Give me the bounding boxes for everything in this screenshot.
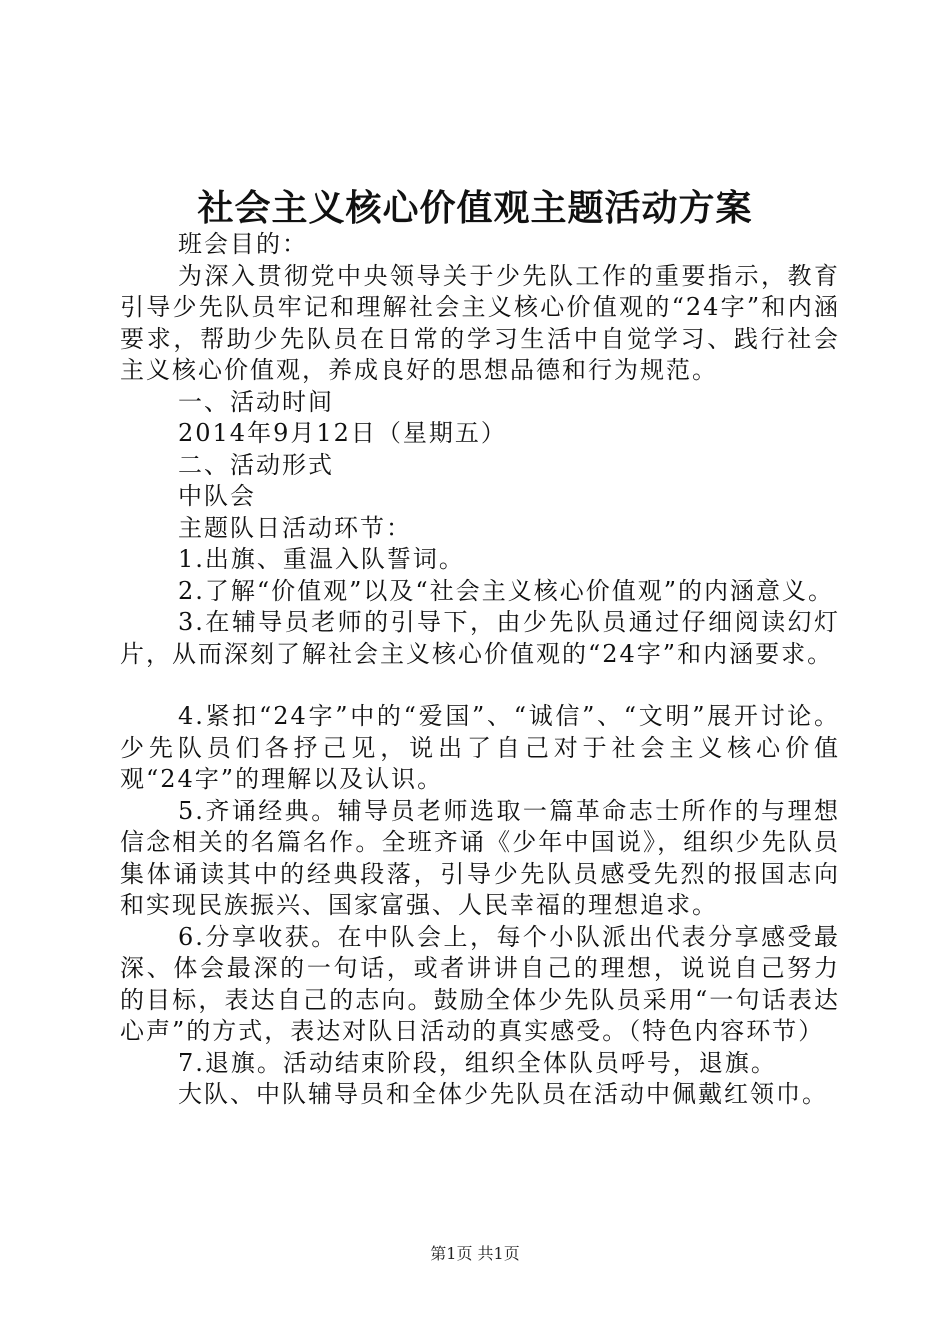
paragraph-form: 中队会	[178, 482, 256, 510]
paragraph-steps-heading: 主题队日活动环节：	[178, 513, 412, 542]
paragraph-purpose-text: 为深入贯彻党中央领导关于少先队工作的重要指示，教育引导少先队员牢记和理解社会主义核心价值观的“24字”和内涵要求，帮助少先队员在日常的学习生活中自觉学习、践行社会主义核心价值观，养成良好的思想品德和行为规范。	[120, 261, 840, 384]
paragraph-step-7: 7.退旗。活动结束阶段，组织全体队员呼号，退旗。	[178, 1048, 777, 1077]
paragraph-form-heading: 二、活动形式	[178, 450, 334, 479]
paragraph-step-5: 5.齐诵经典。辅导员老师选取一篇革命志士所作的与理想信念相关的名篇名作。全班齐诵《少年中国说》，组织少先队员集体诵读其中的经典段落，引导少先队员感受先烈的报国志向和实现民族振兴、国家富强、人民幸福的理想追求。	[120, 796, 840, 919]
blank-line	[120, 670, 840, 701]
paragraph-purpose-heading: 班会目的：	[178, 230, 308, 258]
paragraph-step-3: 3.在辅导员老师的引导下，由少先队员通过仔细阅读幻灯片，从而深刻了解社会主义核心价值观的“24字”和内涵要求。	[120, 608, 840, 668]
paragraph-step-4: 4.紧扣“24字”中的“爱国”、“诚信”、“文明”展开讨论。少先队员们各抒己见，说出了自己对于社会主义核心价值观“24字”的理解以及认识。	[120, 702, 840, 793]
paragraph-step-2: 2.了解“价值观”以及“社会主义核心价值观”的内涵意义。	[178, 576, 834, 605]
page-footer: 第1页 共1页	[430, 1244, 520, 1263]
document-title: 社会主义核心价值观主题活动方案	[197, 187, 753, 229]
paragraph-date: 2014年9月12日（星期五）	[178, 419, 507, 447]
paragraph-time-heading: 一、活动时间	[178, 387, 334, 416]
document-body	[120, 229, 840, 1111]
paragraph-step-6: 6.分享收获。在中队会上，每个小队派出代表分享感受最深、体会最深的一句话，或者讲讲自己的理想，说说自己努力的目标，表达自己的志向。鼓励全体少先队员采用“一句话表达心声”的方式，表达对队日活动的真实感受。（特色内容环节）	[120, 922, 840, 1045]
paragraph-closing: 大队、中队辅导员和全体少先队员在活动中佩戴红领巾。	[178, 1080, 828, 1108]
paragraph-step-1: 1.出旗、重温入队誓词。	[178, 545, 465, 573]
